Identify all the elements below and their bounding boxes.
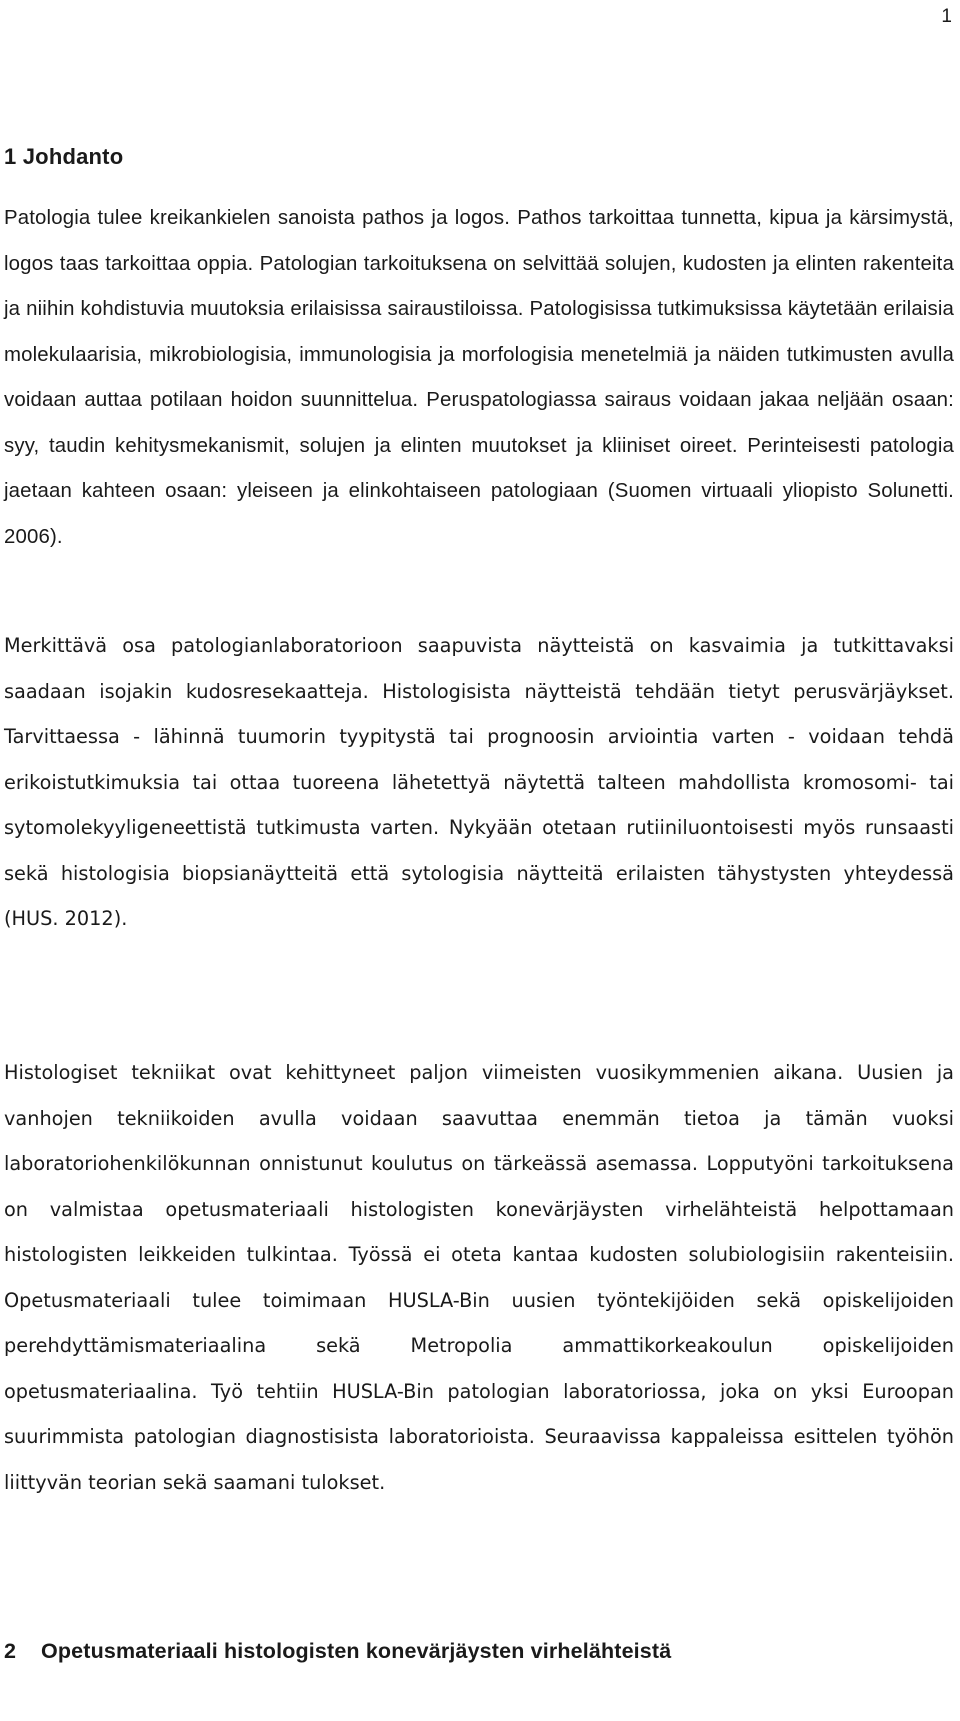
paragraph-intro: Patologia tulee kreikankielen sanoista pathos ja logos. Pathos tarkoittaa tunnetta, kipua ja kärsimystä, logos taas tarkoittaa oppia. Patologian tarkoituksena on selvittää solujen, kudosten ja elinten rakenteita ja niihin kohdistuvia muutoksia erilaisissa sairaustiloissa. Patologisissa tutkimuksissa käytetään erilaisia molekulaarisia, mikrobiologisia, immunologisia ja morfologisia menetelmiä ja näiden tutkimusten avulla voidaan auttaa potilaan hoidon suunnittelua. Peruspatologiassa sairaus voidaan jakaa neljään osaan: syy, taudin kehitysmekanismit, solujen ja elinten muutokset ja kliiniset oireet. Perinteisesti patologia jaetaan kahteen osaan: yleiseen ja elinkohtaiseen patologiaan (Suomen virtuaali yliopisto Solunetti. 2006).: [4, 207, 954, 548]
section-number: 2: [4, 1639, 17, 1663]
section-heading-johdanto: 1 Johdanto: [4, 144, 124, 169]
section-title: Opetusmateriaali histologisten konevärjäysten virhelähteistä: [41, 1639, 672, 1663]
section-heading-opetusmateriaali: [4, 1639, 671, 1664]
paragraph-techniques: Histologiset tekniikat ovat kehittyneet paljon viimeisten vuosikymmenien aikana. Uusien ja vanhojen tekniikoiden avulla voidaan saavuttaa enemmän tietoa ja tämän vuoksi laboratoriohenkilökunnan onnistunut koulutus on tärkeässä asemassa. Lopputyöni tarkoituksena on valmistaa opetusmateriaali histologisten konevärjäysten virhelähteistä helpottamaan histologisten leikkeiden tulkintaa. Työssä ei oteta kantaa kudosten solubiologisiin rakenteisiin. Opetusmateriaali tulee toimimaan HUSLA-Bin uusien työntekijöiden sekä opiskelijoiden perehdyttämismateriaalina sekä Metropolia ammattikorkeakoulun opiskelijoiden opetusmateriaalina. Työ tehtiin HUSLA-Bin patologian laboratoriossa, joka on yksi Euroopan suurimmista patologian diagnostisista laboratorioista. Seuraavissa kappaleissa esittelen työhön liittyvän teorian sekä saamani tulokset.: [4, 1061, 954, 1494]
page-number: 1: [941, 6, 952, 27]
paragraph-samples: Merkittävä osa patologianlaboratorioon saapuvista näytteistä on kasvaimia ja tutkittavaksi saadaan isojakin kudosresekaatteja. Histologisista näytteistä tehdään tietyt perusvärjäykset. Tarvittaessa - lähinnä tuumorin tyypitystä tai prognoosin arviointia varten - voidaan tehdä erikoistutkimuksia tai ottaa tuoreena lähetettyä näytettä talteen mahdollista kromosomi- tai sytomolekyyligeneettistä tutkimusta varten. Nykyään otetaan rutiiniluontoisesti myös runsaasti sekä histologisia biopsianäytteitä että sytologisia näytteitä erilaisten tähystysten yhteydessä (HUS. 2012).: [4, 634, 954, 930]
